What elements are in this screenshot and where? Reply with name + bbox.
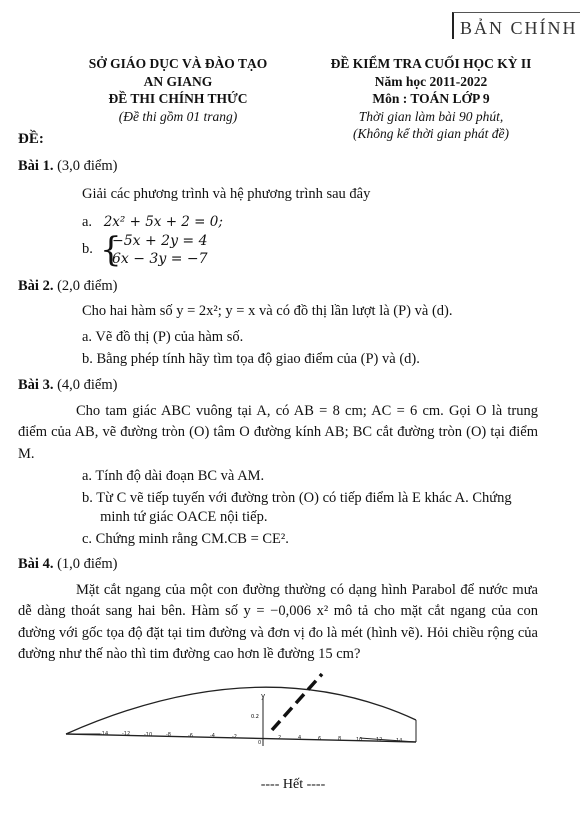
x-tick-2: 2 (278, 735, 282, 741)
x-tick-neg14: -14 (100, 731, 109, 737)
time-allowed: Thời gian làm bài 90 phút, (358, 108, 504, 124)
parabola-curve (66, 687, 416, 734)
bai1-points: (3,0 điểm) (57, 158, 118, 174)
bai4-points: (1,0 điểm) (57, 556, 118, 572)
province-name: AN GIANG (143, 73, 213, 89)
bai1-a-equation: 2x² + 5x + 2 = 0; (103, 214, 223, 230)
x-tick-14: 14 (396, 738, 403, 744)
time-note: (Không kể thời gian phát đề) (352, 126, 510, 142)
bai2-a: a. Vẽ đồ thị (P) của hàm số. (82, 329, 244, 345)
x-tick-12: 12 (376, 737, 383, 743)
x-tick-neg6: -6 (188, 733, 193, 739)
page-count-note: (Đề thi gồm 01 trang) (118, 108, 238, 124)
bai3-a: a. Tính độ dài đoạn BC và AM. (82, 468, 265, 484)
bai1-intro: Giải các phương trình và hệ phương trình sau đây (82, 186, 371, 202)
x-tick-neg10: -10 (144, 732, 153, 738)
bai3-heading (18, 376, 117, 395)
bai4-heading (18, 555, 117, 574)
official-stamp: BẢN CHÍNH (452, 12, 580, 39)
bai1-b-eq1: −5x + 2y = 4 (112, 233, 208, 249)
bai3-title: Bài 3. (18, 377, 54, 393)
bai3-c: c. Chứng minh rằng CM.CB = CE². (82, 531, 289, 547)
bai1-title: Bài 1. (18, 158, 54, 174)
school-year: Năm học 2011-2022 (374, 73, 488, 89)
bai1-a-label: a. (82, 214, 93, 230)
de-label: ĐỀ: (18, 131, 44, 147)
x-tick-6: 6 (318, 736, 322, 742)
dashed-line (272, 674, 322, 730)
road-parabola-figure (60, 668, 420, 752)
bai3-points: (4,0 điểm) (57, 377, 118, 393)
bai2-b: b. Bằng phép tính hãy tìm tọa độ giao điểm của (P) và (d). (82, 351, 420, 367)
subject: Môn : TOÁN LỚP 9 (372, 91, 490, 107)
x-tick-neg2: -2 (232, 734, 237, 740)
x-tick-8: 8 (338, 736, 342, 742)
bai1-heading (18, 157, 117, 176)
x-tick-4: 4 (298, 735, 302, 741)
system-brace: { (100, 230, 122, 270)
bai3-b: b. Từ C vẽ tiếp tuyến với đường tròn (O) có tiếp điểm là E khác A. Chứng (82, 490, 512, 506)
end-marker: ---- Hết ---- (260, 777, 326, 792)
x-tick-10: 10 (356, 737, 363, 743)
bai2-points: (2,0 điểm) (57, 278, 118, 294)
header-left (68, 55, 288, 125)
header-right (296, 55, 566, 143)
bai1-b-label: b. (82, 241, 93, 257)
bai2-heading (18, 277, 117, 296)
x-tick-neg8: -8 (166, 732, 171, 738)
bai1-b-eq2: 6x − 3y = −7 (112, 251, 208, 267)
bai3-paragraph: Cho tam giác ABC vuông tại A, có AB = 8 cm; AC = 6 cm. Gọi O là trung điểm của AB, vẽ đường tròn (O) tâm O đường kính AB; BC cắt đường tròn (O) tại điểm M. (18, 403, 538, 462)
exam-status: ĐỀ THI CHÍNH THỨC (108, 91, 248, 107)
y-axis-label: y (261, 692, 266, 700)
department-name: SỞ GIÁO DỤC VÀ ĐÀO TẠO (88, 56, 268, 71)
bai2-intro: Cho hai hàm số y = 2x²; y = x và có đồ thị lần lượt là (P) và (d). (82, 303, 453, 319)
bai4-paragraph: Mặt cắt ngang của một con đường thường có dạng hình Parabol để nước mưa dễ dàng thoát sang hai bên. Hàm số y = −0,006 x² mô tả cho mặt cắt ngang của con đường với gốc tọa độ đặt tại tim đường và đơn vị đo là mét (hình vẽ). Hỏi chiều rộng của đường như thế nào thì tim đường cao hơn lề đường 15 cm? (18, 582, 538, 663)
bai3-b-cont: minh tứ giác OACE nội tiếp. (82, 509, 268, 525)
y-tick-label: 0.2 (251, 714, 259, 720)
bai2-title: Bài 2. (18, 278, 54, 294)
bai4-title: Bài 4. (18, 556, 54, 572)
exam-title: ĐỀ KIỂM TRA CUỐI HỌC KỲ II (330, 56, 532, 71)
x-tick-origin: 0 (258, 740, 262, 746)
x-tick-neg12: -12 (122, 731, 131, 737)
x-tick-neg4: -4 (210, 733, 215, 739)
